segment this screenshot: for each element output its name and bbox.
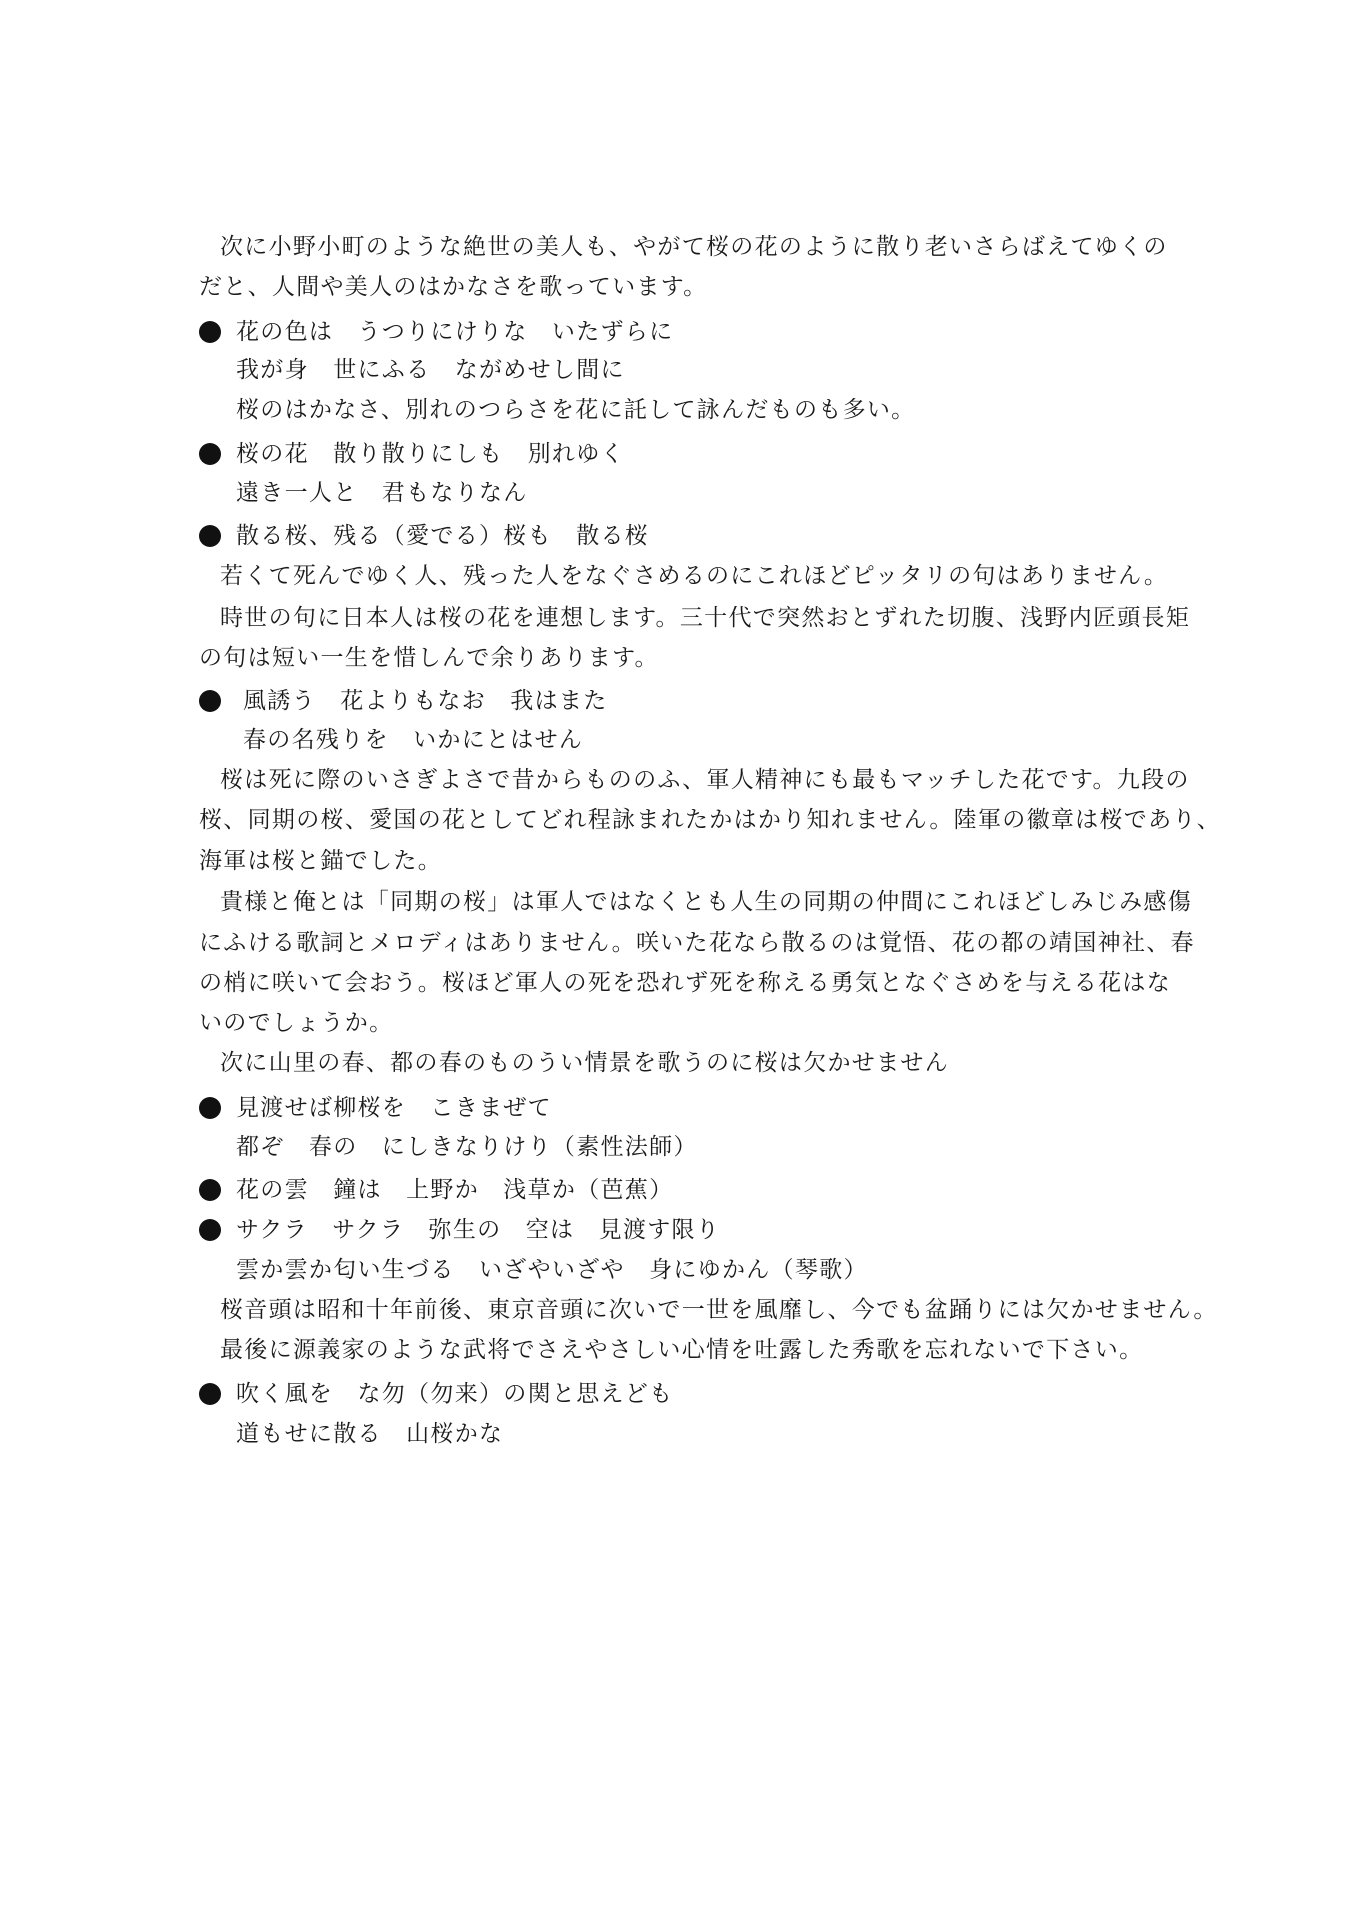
text-line: 海軍は桜と錨でした。 xyxy=(199,848,442,874)
poem-line: 花の色は うつりにけりな いたずらに xyxy=(236,319,674,345)
poem-line: 吹く風を な勿（勿来）の関と思えども xyxy=(236,1381,674,1407)
poem-line: 見渡せば柳桜を こきまぜて xyxy=(236,1095,552,1121)
poem-line: 道もせに散る 山桜かな xyxy=(236,1421,504,1447)
poem-line: 遠き一人と 君もなりなん xyxy=(236,480,528,506)
poem-line: 風誘う 花よりもなお 我はまた xyxy=(243,688,608,714)
text-line: いのでしょうか。 xyxy=(199,1010,394,1036)
text-line: 次に山里の春、都の春のものうい情景を歌うのに桜は欠かせません xyxy=(220,1050,949,1076)
poem-line: サクラ サクラ 弥生の 空は 見渡す限り xyxy=(236,1217,721,1243)
text-line: 桜は死に際のいさぎよさで昔からもののふ、軍人精神にも最もマッチした花です。九段の xyxy=(220,767,1190,793)
bullet-icon xyxy=(199,321,221,343)
text-line: 若くて死んでゆく人、残った人をなぐさめるのにこれほどピッタリの句はありません。 xyxy=(220,563,1169,589)
poem-line: 花の雲 鐘は 上野か 浅草か（芭蕉） xyxy=(236,1177,674,1203)
text-line: だと、人間や美人のはかなさを歌っています。 xyxy=(199,274,708,300)
text-line: 桜のはかなさ、別れのつらさを花に託して詠んだものも多い。 xyxy=(236,397,916,423)
text-line: 時世の句に日本人は桜の花を連想します。三十代で突然おとずれた切腹、浅野内匠頭長矩 xyxy=(220,605,1191,631)
poem-line: 桜の花 散り散りにしも 別れゆく xyxy=(236,441,625,467)
text-line: 桜音頭は昭和十年前後、東京音頭に次いで一世を風靡し、今でも盆踊りには欠かせません。 xyxy=(220,1297,1218,1323)
text-line: 最後に源義家のような武将でさえやさしい心情を吐露した秀歌を忘れないで下さい。 xyxy=(220,1337,1144,1363)
text-line: 桜、同期の桜、愛国の花としてどれ程詠まれたかはかり知れません。陸軍の徽章は桜であり、 xyxy=(199,807,1221,833)
text-line: の句は短い一生を惜しんで余りあります。 xyxy=(199,645,659,671)
poem-line: 都ぞ 春の にしきなりけり（素性法師） xyxy=(236,1134,698,1160)
text-line: 次に小野小町のような絶世の美人も、やがて桜の花のように散り老いさらばえてゆくの xyxy=(220,234,1168,260)
bullet-icon xyxy=(199,1179,221,1201)
poem-line: 雲か雲か匂い生づる いざやいざや 身にゆかん（琴歌） xyxy=(236,1257,868,1283)
text-line: にふける歌詞とメロディはありません。咲いた花なら散るのは覚悟、花の都の靖国神社、春 xyxy=(199,930,1195,956)
poem-line: 散る桜、残る（愛でる）桜も 散る桜 xyxy=(236,523,650,549)
bullet-icon xyxy=(199,443,221,465)
bullet-icon xyxy=(199,1383,221,1405)
text-line: の梢に咲いて会おう。桜ほど軍人の死を恐れず死を称える勇気となぐさめを与える花はな xyxy=(199,970,1171,996)
bullet-icon xyxy=(199,525,221,547)
bullet-icon xyxy=(199,690,221,712)
bullet-icon xyxy=(199,1219,221,1241)
bullet-icon xyxy=(199,1097,221,1119)
text-line: 貴様と俺とは「同期の桜」は軍人ではなくとも人生の同期の仲間にこれほどしみじみ感傷 xyxy=(220,889,1192,915)
poem-line: 春の名残りを いかにとはせん xyxy=(243,727,584,753)
poem-line: 我が身 世にふる ながめせし間に xyxy=(236,357,625,383)
